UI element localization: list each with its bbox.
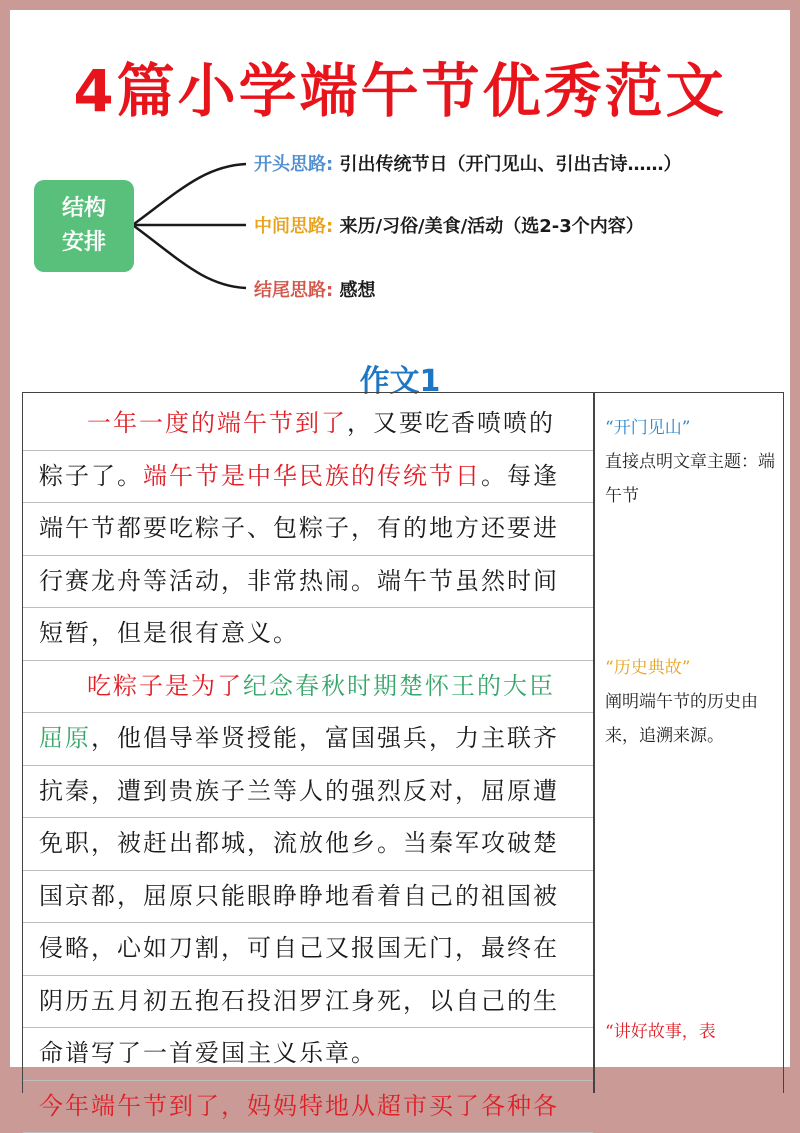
essay-line <box>39 666 631 701</box>
essay-table <box>22 392 784 1120</box>
essay-line <box>39 456 583 491</box>
branch-ending <box>254 276 375 302</box>
essay-segment: 侵略，心如刀割，可自己又报国无门，最终在 <box>39 934 559 962</box>
ruled-line <box>23 817 593 818</box>
branch-ending-value: 感想 <box>339 280 376 301</box>
essay-segment: 粽子了。 <box>39 461 143 490</box>
ruled-line <box>23 1027 593 1028</box>
essay-line <box>39 718 583 753</box>
essay-segment: 今年端午节到了，妈妈特地从超市买了各种各 <box>39 1091 559 1120</box>
note-story-head: “讲好故事，表 <box>605 1022 716 1042</box>
ruled-line <box>23 712 593 713</box>
branch-opening-value: 引出传统节日（开门见山、引出古诗……） <box>339 154 682 175</box>
structure-badge <box>34 180 134 272</box>
badge-line-1: 结构 <box>61 196 106 221</box>
essay-segment: 吃粽子是为了 <box>87 671 243 700</box>
essay-segment: 抗秦，遭到贵族子兰等人的强烈反对，屈原遭 <box>39 776 559 805</box>
ruled-line <box>23 765 593 766</box>
essay-line <box>39 613 583 648</box>
essay-line <box>39 403 631 438</box>
essay-line <box>39 981 583 1016</box>
ruled-line <box>23 870 593 871</box>
ruled-line <box>23 450 593 451</box>
ruled-line <box>23 502 593 503</box>
note-history-head: “历史典故” <box>605 658 691 678</box>
essay-line <box>39 928 583 963</box>
essay-segment: 短暂，但是很有意义。 <box>39 619 299 647</box>
essay-segment: 端午节是中华民族的传统节日 <box>143 461 481 490</box>
note-opening <box>605 411 775 513</box>
essay-segment: 屈原 <box>39 724 91 752</box>
essay-segment: 端午节都要吃粽子、包粽子，有的地方还要进 <box>39 514 559 542</box>
ruled-line <box>23 660 593 661</box>
essay-line <box>39 508 583 543</box>
essay-segment: 国京都，屈原只能眼睁睁地看着自己的祖国被 <box>39 881 559 910</box>
essay-segment: 免职，被赶出都城，流放他乡。当秦军攻破楚 <box>39 829 559 857</box>
page-title: 4篇小学端午节优秀范文 <box>73 57 727 125</box>
ruled-line <box>23 1080 593 1081</box>
badge-line-2: 安排 <box>61 230 106 255</box>
branch-opening-label: 开头思路: <box>254 154 334 175</box>
branch-ending-label: 结尾思路: <box>254 280 334 301</box>
ruled-line <box>23 975 593 976</box>
essay-line <box>39 1033 583 1068</box>
essay-segment: ，又要吃香喷喷的 <box>347 409 555 437</box>
note-opening-head: “开门见山” <box>605 418 691 438</box>
essay-segment: 纪念春秋时期楚怀王的大臣 <box>243 671 555 700</box>
note-history-body: 阐明端午节的历史由来，追溯来源。 <box>605 692 758 746</box>
essay-line <box>39 1086 583 1121</box>
essay-title: 作文1 <box>359 364 441 399</box>
branch-curve-top <box>134 164 246 224</box>
branch-curve-bottom <box>134 226 246 288</box>
note-history <box>605 651 775 753</box>
essay-segment: 一年一度的端午节到了 <box>87 409 347 437</box>
note-story <box>605 1015 775 1049</box>
ruled-line <box>23 607 593 608</box>
branch-middle-label: 中间思路: <box>254 216 334 237</box>
essay-segment: 命谱写了一首爱国主义乐章。 <box>39 1039 377 1067</box>
branch-middle <box>254 212 644 238</box>
essay-line <box>39 561 583 596</box>
branch-opening <box>254 150 681 176</box>
essay-segment: 阴历五月初五抱石投汨罗江身死，以自己的生 <box>39 986 559 1015</box>
ruled-line <box>23 555 593 556</box>
essay-segment: 行赛龙舟等活动，非常热闹。端午节虽然时间 <box>39 566 559 595</box>
essay-line <box>39 823 583 858</box>
column-divider <box>593 393 595 1093</box>
note-opening-body: 直接点明文章主题：端午节 <box>605 452 775 506</box>
essay-segment: 。每逢 <box>481 461 559 490</box>
ruled-line <box>23 922 593 923</box>
branch-middle-value: 来历/习俗/美食/活动（选2-3个内容） <box>339 216 644 237</box>
essay-segment: ，他倡导举贤授能，富国强兵，力主联齐 <box>91 724 559 752</box>
essay-line <box>39 771 583 806</box>
essay-line <box>39 876 583 911</box>
paper-page <box>10 10 790 1120</box>
